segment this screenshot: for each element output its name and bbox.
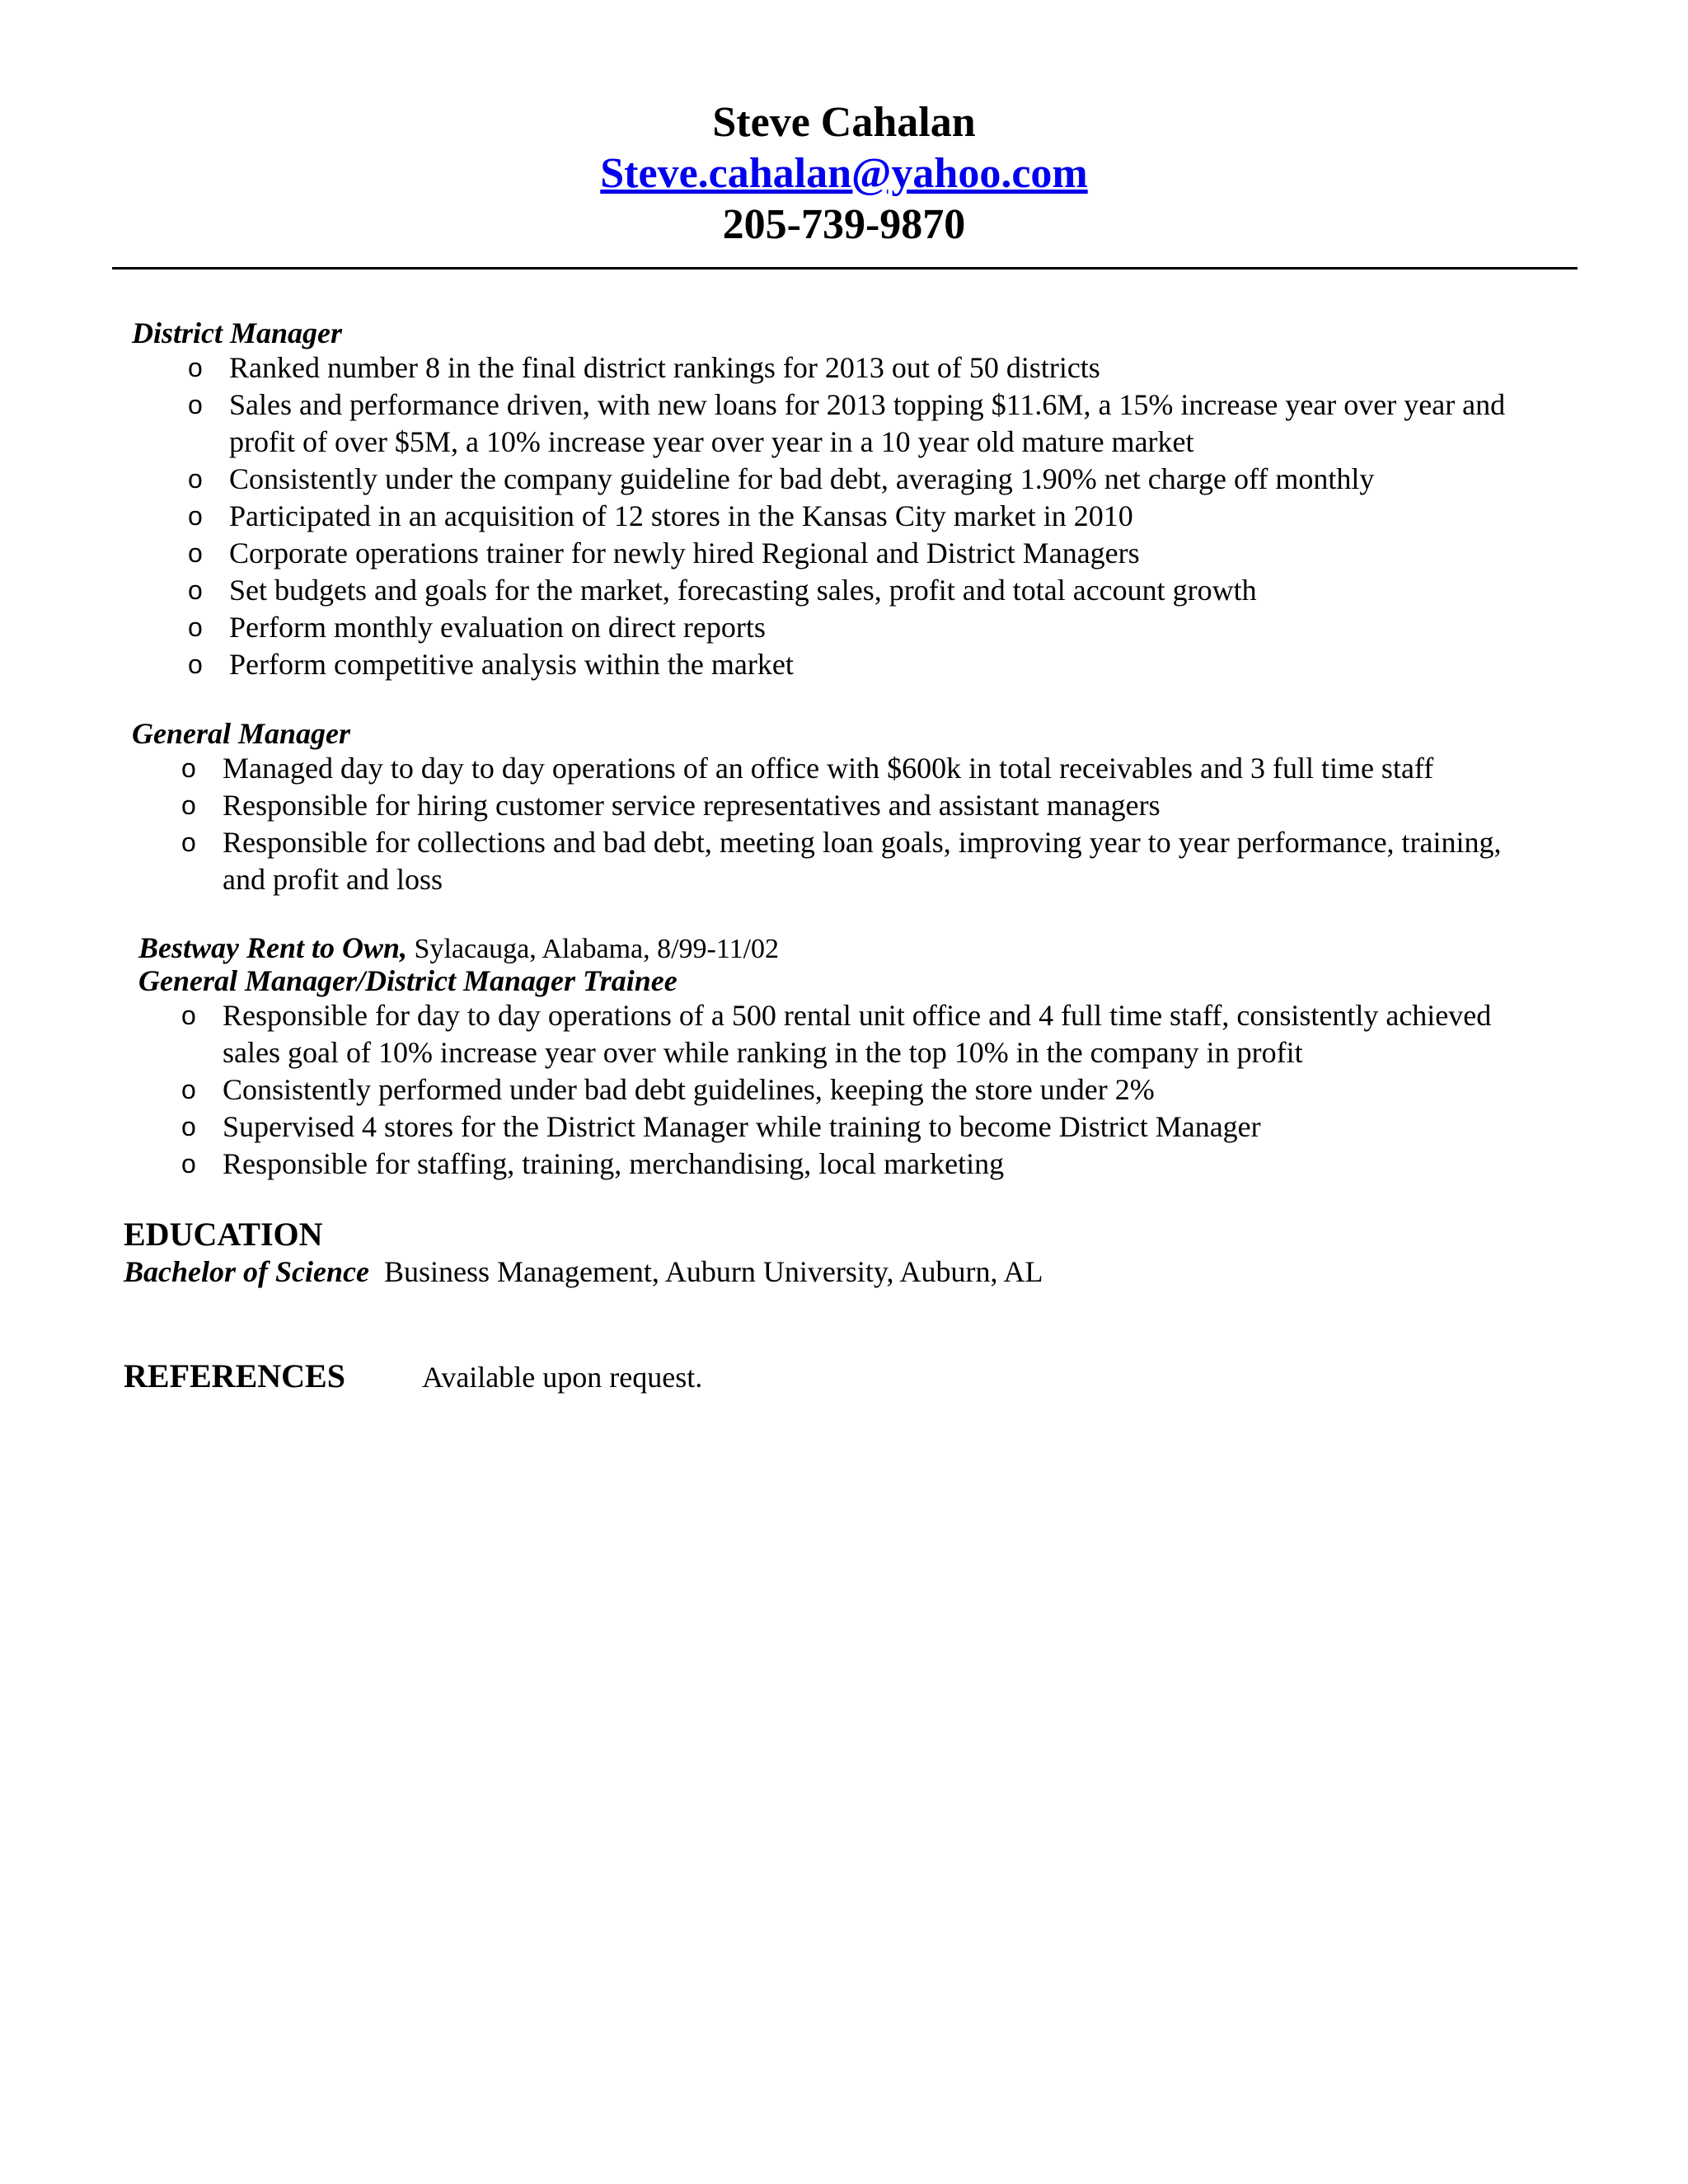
bullet-marker: o — [181, 790, 196, 820]
header-divider — [112, 267, 1578, 269]
job-title-district-manager: District Manager — [132, 316, 343, 349]
list-item: o Perform monthly evaluation on direct reports — [229, 609, 1548, 646]
list-item: o Responsible for hiring customer service representatives and assistant managers — [223, 787, 1550, 824]
bullet-marker: o — [181, 827, 196, 857]
bullet-marker: o — [181, 1075, 196, 1104]
job-title-general-manager: General Manager — [132, 717, 351, 750]
candidate-name: Steve Cahalan — [712, 99, 976, 146]
references-heading: REFERENCES — [124, 1357, 345, 1394]
list-item: o Participated in an acquisition of 12 stores in the Kansas City market in 2010 — [229, 498, 1548, 535]
list-item: o Ranked number 8 in the final district rankings for 2013 out of 50 districts — [229, 349, 1548, 387]
bullet-marker: o — [181, 1112, 196, 1141]
list-item: o Responsible for collections and bad debt, meeting loan goals, improving year to year performance, training, and profit and loss — [181, 826, 1502, 896]
bullet-marker: o — [188, 538, 203, 568]
list-item: o Sales and performance driven, with new loans for 2013 topping $11.6M, a 15% increase year over year and profit of over $5M, a 10% increase year over year in a 10 year old mature market — [188, 388, 1506, 458]
list-item: o Perform competitive analysis within the market — [229, 646, 1548, 683]
bullet-marker: o — [188, 353, 203, 382]
list-item: o Consistently under the company guideline for bad debt, averaging 1.90% net charge off monthly — [229, 461, 1548, 498]
employer-name: Bestway Rent to Own, — [138, 931, 408, 964]
list-item: o Set budgets and goals for the market, forecasting sales, profit and total account growth — [229, 572, 1548, 609]
education-heading: EDUCATION — [124, 1216, 323, 1253]
bullet-marker: o — [188, 464, 203, 494]
email-link[interactable]: Steve.cahalan@yahoo.com — [600, 150, 1088, 197]
job-title-gm-trainee: General Manager/District Manager Trainee — [138, 964, 678, 997]
references-text: Available upon request. — [422, 1361, 703, 1394]
bullet-marker: o — [188, 575, 203, 605]
trainee-bullets — [181, 997, 1550, 1183]
bullet-marker: o — [188, 649, 203, 679]
bullet-marker: o — [181, 1001, 196, 1030]
list-item: o Responsible for staffing, training, merchandising, local marketing — [223, 1146, 1550, 1183]
bullet-marker: o — [188, 612, 203, 642]
list-item: o Consistently performed under bad debt guidelines, keeping the store under 2% — [223, 1071, 1550, 1108]
phone-number: 205-739-9870 — [722, 201, 966, 248]
bullet-marker: o — [181, 753, 196, 783]
degree-details: Business Management, Auburn University, Auburn, AL — [383, 1255, 1043, 1288]
employer-details: Sylacauga, Alabama, 8/99-11/02 — [414, 934, 780, 964]
list-item: o Responsible for day to day operations of a 500 rental unit office and 4 full time staff, consistently achieved sales goal of 10% increase year over while ranking in the top 10% in the company in profit — [181, 999, 1492, 1069]
general-manager-bullets — [181, 750, 1550, 898]
bullet-marker: o — [188, 390, 203, 419]
list-item: o Corporate operations trainer for newly hired Regional and District Managers — [229, 535, 1548, 572]
degree: Bachelor of Science — [124, 1255, 369, 1288]
list-item: o Managed day to day to day operations of an office with $600k in total receivables and 3 full time staff — [223, 750, 1550, 787]
list-item: o Supervised 4 stores for the District Manager while training to become District Manager — [223, 1108, 1550, 1146]
district-manager-bullets — [188, 349, 1548, 683]
bullet-marker: o — [188, 501, 203, 531]
bullet-marker: o — [181, 1149, 196, 1179]
resume-header — [0, 97, 1688, 251]
education-line — [124, 1253, 1043, 1291]
